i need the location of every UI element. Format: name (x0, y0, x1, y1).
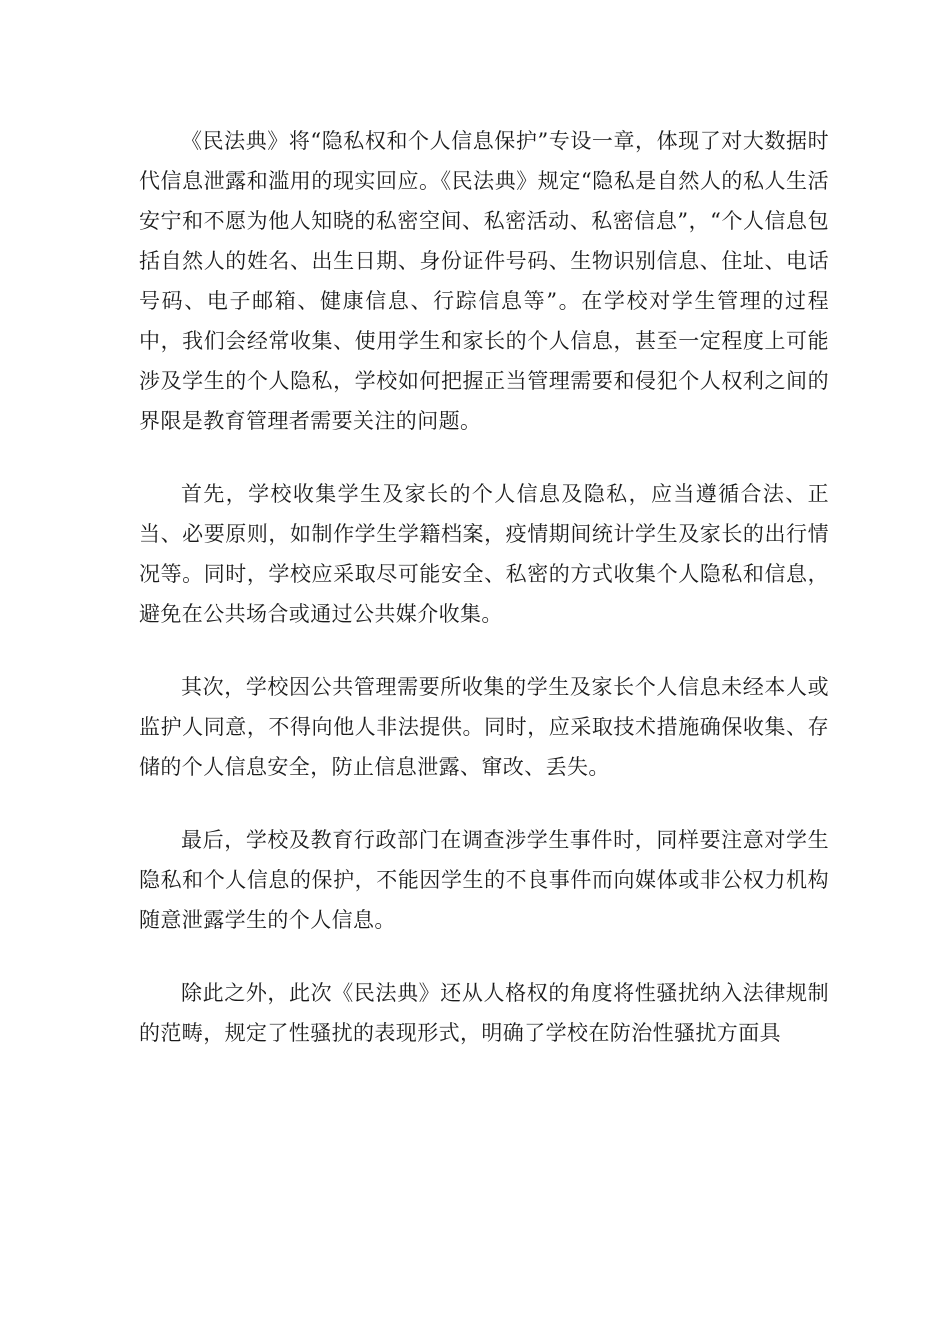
document-body (139, 121, 829, 1086)
paragraph-second-point: 其次，学校因公共管理需要所收集的学生及家长个人信息未经本人或监护人同意，不得向他人非法提供。同时，应采取技术措施确保收集、存储的个人信息安全，防止信息泄露、窜改、丢失。 (139, 675, 829, 779)
paragraph-third-point: 最后，学校及教育行政部门在调查涉学生事件时，同样要注意对学生隐私和个人信息的保护，不能因学生的不良事件而向媒体或非公权力机构随意泄露学生的个人信息。 (139, 828, 829, 932)
paragraph-first-point: 首先，学校收集学生及家长的个人信息及隐私，应当遵循合法、正当、必要原则，如制作学生学籍档案，疫情期间统计学生及家长的出行情况等。同时，学校应采取尽可能安全、私密的方式收集个人隐私和信息，避免在公共场合或通过公共媒介收集。 (139, 482, 829, 626)
paragraph-civil-code-privacy: 《民法典》将“隐私权和个人信息保护”专设一章，体现了对大数据时代信息泄露和滥用的现实回应。《民法典》规定“隐私是自然人的私人生活安宁和不愿为他人知晓的私密空间、私密活动、私密信息”，“个人信息包括自然人的姓名、出生日期、身份证件号码、生物识别信息、住址、电话号码、电子邮箱、健康信息、行踪信息等”。在学校对学生管理的过程中，我们会经常收集、使用学生和家长的个人信息，甚至一定程度上可能涉及学生的个人隐私，学校如何把握正当管理需要和侵犯个人权利之间的界限是教育管理者需要关注的问题。 (139, 129, 829, 433)
paragraph-sexual-harassment: 除此之外，此次《民法典》还从人格权的角度将性骚扰纳入法律规制的范畴，规定了性骚扰的表现形式，明确了学校在防治性骚扰方面具 (139, 981, 829, 1045)
